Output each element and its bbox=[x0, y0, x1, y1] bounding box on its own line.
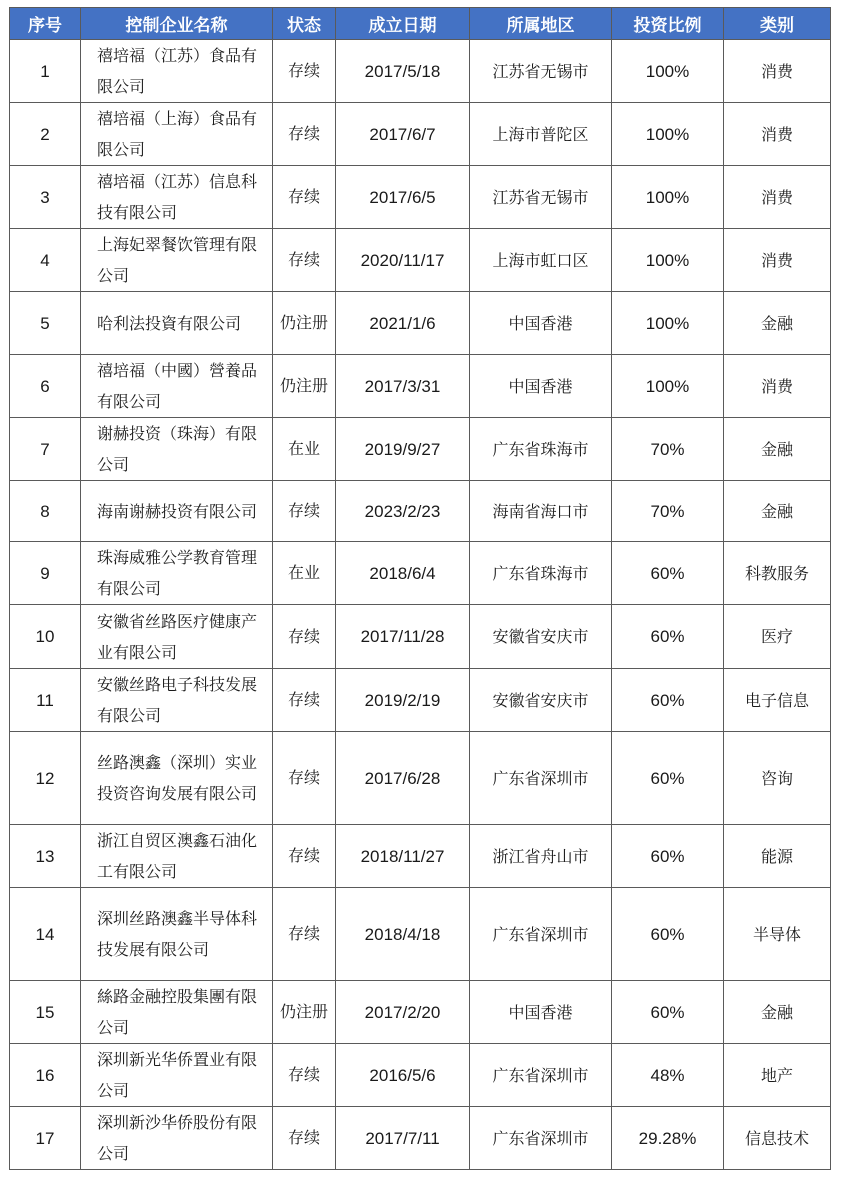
row-number: 12 bbox=[10, 732, 81, 825]
status: 存续 bbox=[273, 103, 336, 166]
table-row bbox=[10, 542, 831, 605]
category: 消费 bbox=[724, 103, 831, 166]
region: 广东省深圳市 bbox=[470, 1044, 612, 1107]
status: 存续 bbox=[273, 481, 336, 542]
company-name: 深圳丝路澳鑫半导体科技发展有限公司 bbox=[81, 888, 273, 981]
status: 存续 bbox=[273, 229, 336, 292]
region: 广东省深圳市 bbox=[470, 888, 612, 981]
row-number: 11 bbox=[10, 669, 81, 732]
investment-ratio: 60% bbox=[612, 888, 724, 981]
founded-date: 2018/4/18 bbox=[336, 888, 470, 981]
row-number: 15 bbox=[10, 981, 81, 1044]
status: 存续 bbox=[273, 1044, 336, 1107]
category: 消费 bbox=[724, 229, 831, 292]
status: 在业 bbox=[273, 542, 336, 605]
investment-ratio: 60% bbox=[612, 732, 724, 825]
region: 江苏省无锡市 bbox=[470, 40, 612, 103]
investment-ratio: 100% bbox=[612, 166, 724, 229]
table-row bbox=[10, 418, 831, 481]
investment-ratio: 100% bbox=[612, 355, 724, 418]
founded-date: 2017/7/11 bbox=[336, 1107, 470, 1170]
investment-ratio: 70% bbox=[612, 481, 724, 542]
table-row bbox=[10, 40, 831, 103]
category: 医疗 bbox=[724, 605, 831, 669]
category: 消费 bbox=[724, 355, 831, 418]
category: 科教服务 bbox=[724, 542, 831, 605]
company-name: 谢赫投资（珠海）有限公司 bbox=[81, 418, 273, 481]
status: 存续 bbox=[273, 605, 336, 669]
region: 江苏省无锡市 bbox=[470, 166, 612, 229]
category: 消费 bbox=[724, 166, 831, 229]
founded-date: 2017/6/5 bbox=[336, 166, 470, 229]
founded-date: 2017/5/18 bbox=[336, 40, 470, 103]
category: 半导体 bbox=[724, 888, 831, 981]
founded-date: 2017/6/7 bbox=[336, 103, 470, 166]
investment-ratio: 100% bbox=[612, 229, 724, 292]
header-status: 状态 bbox=[273, 8, 336, 40]
row-number: 6 bbox=[10, 355, 81, 418]
header-founded-date: 成立日期 bbox=[336, 8, 470, 40]
header-investment-ratio: 投资比例 bbox=[612, 8, 724, 40]
region: 安徽省安庆市 bbox=[470, 605, 612, 669]
status: 存续 bbox=[273, 669, 336, 732]
status: 存续 bbox=[273, 1107, 336, 1170]
company-name: 禧培福（江苏）食品有限公司 bbox=[81, 40, 273, 103]
founded-date: 2017/11/28 bbox=[336, 605, 470, 669]
category: 金融 bbox=[724, 418, 831, 481]
region: 广东省珠海市 bbox=[470, 542, 612, 605]
company-name: 丝路澳鑫（深圳）实业投资咨询发展有限公司 bbox=[81, 732, 273, 825]
status: 仍注册 bbox=[273, 355, 336, 418]
status: 存续 bbox=[273, 825, 336, 888]
founded-date: 2017/2/20 bbox=[336, 981, 470, 1044]
founded-date: 2016/5/6 bbox=[336, 1044, 470, 1107]
company-name: 深圳新光华侨置业有限公司 bbox=[81, 1044, 273, 1107]
company-name: 禧培福（江苏）信息科技有限公司 bbox=[81, 166, 273, 229]
table-row bbox=[10, 825, 831, 888]
table-row bbox=[10, 103, 831, 166]
founded-date: 2019/9/27 bbox=[336, 418, 470, 481]
category: 能源 bbox=[724, 825, 831, 888]
table-row bbox=[10, 292, 831, 355]
category: 金融 bbox=[724, 981, 831, 1044]
founded-date: 2020/11/17 bbox=[336, 229, 470, 292]
investment-ratio: 100% bbox=[612, 292, 724, 355]
company-name: 珠海威雅公学教育管理有限公司 bbox=[81, 542, 273, 605]
category: 金融 bbox=[724, 481, 831, 542]
row-number: 2 bbox=[10, 103, 81, 166]
investment-ratio: 29.28% bbox=[612, 1107, 724, 1170]
region: 安徽省安庆市 bbox=[470, 669, 612, 732]
company-name: 海南谢赫投资有限公司 bbox=[81, 481, 273, 542]
table-row bbox=[10, 888, 831, 981]
row-number: 9 bbox=[10, 542, 81, 605]
founded-date: 2023/2/23 bbox=[336, 481, 470, 542]
table-row bbox=[10, 732, 831, 825]
header-company-name: 控制企业名称 bbox=[81, 8, 273, 40]
founded-date: 2017/6/28 bbox=[336, 732, 470, 825]
region: 海南省海口市 bbox=[470, 481, 612, 542]
founded-date: 2018/11/27 bbox=[336, 825, 470, 888]
row-number: 13 bbox=[10, 825, 81, 888]
status: 存续 bbox=[273, 166, 336, 229]
row-number: 4 bbox=[10, 229, 81, 292]
table-row bbox=[10, 1044, 831, 1107]
row-number: 1 bbox=[10, 40, 81, 103]
table-row bbox=[10, 981, 831, 1044]
company-name: 安徽省丝路医疗健康产业有限公司 bbox=[81, 605, 273, 669]
company-name: 絲路金融控股集團有限公司 bbox=[81, 981, 273, 1044]
region: 广东省珠海市 bbox=[470, 418, 612, 481]
row-number: 8 bbox=[10, 481, 81, 542]
founded-date: 2021/1/6 bbox=[336, 292, 470, 355]
row-number: 7 bbox=[10, 418, 81, 481]
status: 仍注册 bbox=[273, 292, 336, 355]
category: 金融 bbox=[724, 292, 831, 355]
company-name: 上海妃翠餐饮管理有限公司 bbox=[81, 229, 273, 292]
investment-ratio: 60% bbox=[612, 542, 724, 605]
investment-ratio: 60% bbox=[612, 825, 724, 888]
table-row bbox=[10, 166, 831, 229]
header-category: 类别 bbox=[724, 8, 831, 40]
status: 存续 bbox=[273, 732, 336, 825]
category: 信息技术 bbox=[724, 1107, 831, 1170]
investment-ratio: 48% bbox=[612, 1044, 724, 1107]
header-no: 序号 bbox=[10, 8, 81, 40]
status: 仍注册 bbox=[273, 981, 336, 1044]
investment-ratio: 100% bbox=[612, 40, 724, 103]
company-name: 禧培福（上海）食品有限公司 bbox=[81, 103, 273, 166]
holdings-table bbox=[9, 7, 831, 1170]
status: 存续 bbox=[273, 888, 336, 981]
row-number: 5 bbox=[10, 292, 81, 355]
table-row bbox=[10, 481, 831, 542]
category: 消费 bbox=[724, 40, 831, 103]
company-name: 禧培福（中國）營養品有限公司 bbox=[81, 355, 273, 418]
table-row bbox=[10, 669, 831, 732]
investment-ratio: 70% bbox=[612, 418, 724, 481]
table-row bbox=[10, 605, 831, 669]
row-number: 14 bbox=[10, 888, 81, 981]
region: 上海市普陀区 bbox=[470, 103, 612, 166]
category: 咨询 bbox=[724, 732, 831, 825]
category: 电子信息 bbox=[724, 669, 831, 732]
region: 上海市虹口区 bbox=[470, 229, 612, 292]
header-region: 所属地区 bbox=[470, 8, 612, 40]
table-row bbox=[10, 355, 831, 418]
founded-date: 2017/3/31 bbox=[336, 355, 470, 418]
region: 广东省深圳市 bbox=[470, 732, 612, 825]
table-row bbox=[10, 229, 831, 292]
category: 地产 bbox=[724, 1044, 831, 1107]
company-name: 哈利法投資有限公司 bbox=[81, 292, 273, 355]
region: 浙江省舟山市 bbox=[470, 825, 612, 888]
region: 广东省深圳市 bbox=[470, 1107, 612, 1170]
row-number: 16 bbox=[10, 1044, 81, 1107]
founded-date: 2018/6/4 bbox=[336, 542, 470, 605]
investment-ratio: 60% bbox=[612, 981, 724, 1044]
table-row bbox=[10, 1107, 831, 1170]
investment-ratio: 100% bbox=[612, 103, 724, 166]
row-number: 10 bbox=[10, 605, 81, 669]
status: 存续 bbox=[273, 40, 336, 103]
investment-ratio: 60% bbox=[612, 605, 724, 669]
company-name: 深圳新沙华侨股份有限公司 bbox=[81, 1107, 273, 1170]
region: 中国香港 bbox=[470, 355, 612, 418]
investment-ratio: 60% bbox=[612, 669, 724, 732]
status: 在业 bbox=[273, 418, 336, 481]
table-header-row bbox=[10, 8, 831, 40]
founded-date: 2019/2/19 bbox=[336, 669, 470, 732]
region: 中国香港 bbox=[470, 981, 612, 1044]
row-number: 17 bbox=[10, 1107, 81, 1170]
company-name: 安徽丝路电子科技发展有限公司 bbox=[81, 669, 273, 732]
row-number: 3 bbox=[10, 166, 81, 229]
company-name: 浙江自贸区澳鑫石油化工有限公司 bbox=[81, 825, 273, 888]
region: 中国香港 bbox=[470, 292, 612, 355]
